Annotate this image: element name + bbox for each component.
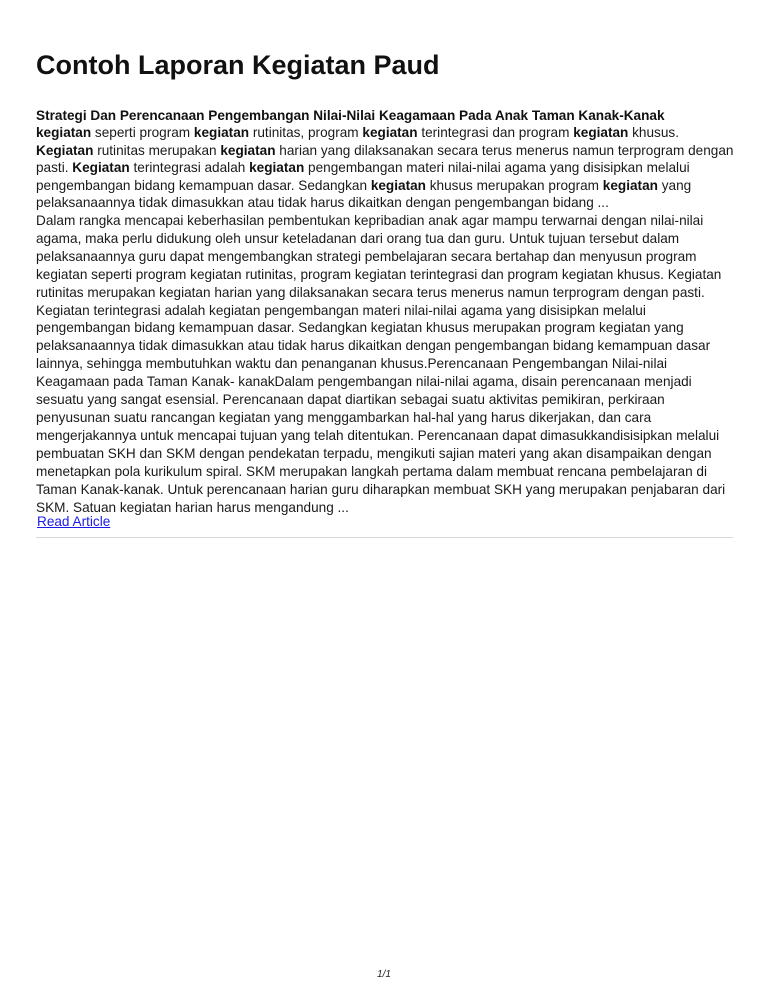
page-number: 1/1 — [377, 969, 391, 980]
snippet-keyword: Kegiatan — [36, 142, 94, 158]
article-heading: Strategi Dan Perencanaan Pengembangan Nilai-Nilai Keagamaan Pada Anak Taman Kanak-Kanak — [36, 108, 665, 123]
snippet-keyword: Kegiatan — [72, 160, 130, 176]
snippet-keyword: kegiatan — [362, 125, 418, 140]
snippet-text: rutinitas merupakan — [93, 142, 221, 158]
article-body: Dalam rangka mencapai keberhasilan pembentukan kepribadian anak agar mampu terwarnai dengan nilai-nilai agama, maka perlu didukung oleh unsur keteladanan dari orang tua dan guru. Untuk tujuan tersebut dalam pelaksanaannya guru dapat mengembangkan strategi pembelajaran secara bertahap dan menyusun program kegiatan seperti program kegiatan rutinitas, program kegiatan terintegrasi dan program kegiatan khusus. Kegiatan rutinitas merupakan kegiatan harian yang dilaksanakan secara terus menerus namun terprogram dengan pasti. Kegiatan terintegrasi adalah kegiatan pengembangan materi nilai-nilai agama yang disisipkan melalui pengembangan bidang kemampuan dasar. Sedangkan kegiatan khusus merupakan program kegiatan yang pelaksanaannya tidak dimasukkan atau tidak harus dikaitkan dengan pengembangan bidang kemampuan dasar lainnya, sehingga membutuhkan waktu dan penanganan khusus.Perencanaan Pengembangan Nilai-nilai Keagamaan pada Taman Kanak- kanakDalam pengembangan nilai-nilai agama, disain perencanaan menjadi sesuatu yang sangat esensial. Perencanaan dapat diartikan sebagai suatu aktivitas pemikiran, perkiraan penyusunan suatu rancangan kegiatan yang menggambarkan hal-hal yang harus dikerjakan, dan cara mengerjakannya untuk mencapai tujuan yang telah ditentukan. Perencanaan dapat dimasukkandisisipkan melalui pembuatan SKH dan SKM dengan pendekatan terpadu, mengikuti sajian materi yang akan disampaikan dengan menetapkan pola kurikulum spiral. SKM merupakan langkah pertama dalam membuat rencana pembelajaran di Taman Kanak-kanak. Untuk perencanaan harian guru diharapkan membuat SKH yang merupakan penjabaran dari SKM. Satuan kegiatan harian harus mengandung ... — [36, 213, 726, 515]
snippet-text: harian yang dilaksanakan secara terus menerus namun terprogram dengan pasti. — [36, 142, 734, 176]
section-divider — [36, 537, 733, 538]
snippet-text: pengembangan materi nilai-nilai agama yang disisipkan melalui pengembangan bidang kemampuan dasar. Sedangkan — [36, 160, 690, 193]
snippet-text: khusus. — [628, 125, 679, 140]
snippet-text: rutinitas, program — [249, 125, 363, 140]
snippet-text: yang pelaksanaannya tidak dimasukkan atau tidak harus dikaitkan dengan pengembangan bidang ... — [36, 177, 692, 211]
snippet-text: seperti program — [91, 125, 194, 140]
snippet-keyword: kegiatan — [573, 125, 629, 140]
article-snippet — [36, 124, 736, 212]
snippet-text: terintegrasi dan program — [417, 125, 574, 140]
snippet-keyword: kegiatan — [370, 177, 426, 193]
read-article-link[interactable]: Read Article — [37, 514, 111, 529]
snippet-keyword: kegiatan — [220, 142, 276, 158]
snippet-text: khusus merupakan program — [425, 177, 603, 193]
snippet-keyword: kegiatan — [602, 177, 658, 193]
snippet-keyword: kegiatan — [36, 125, 92, 140]
snippet-keyword: kegiatan — [193, 125, 250, 140]
snippet-text: terintegrasi adalah — [129, 160, 250, 176]
snippet-keyword: kegiatan — [249, 160, 305, 176]
page-title: Contoh Laporan Kegiatan Paud — [36, 50, 440, 80]
